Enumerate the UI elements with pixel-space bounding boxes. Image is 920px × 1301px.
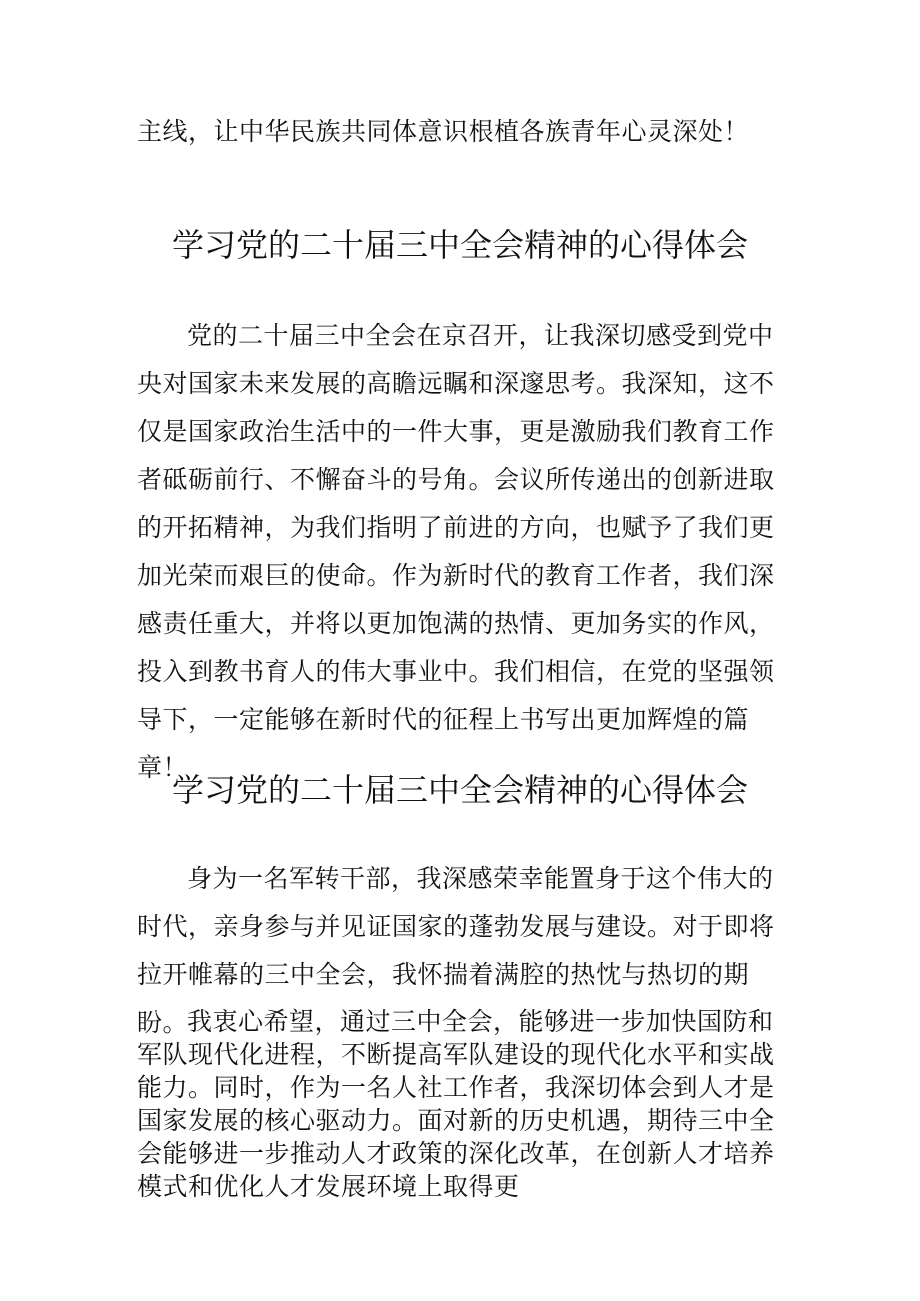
section-2-paragraph-2: 我衷心希望，通过三中全会，能够进一步加快国防和军队现代化进程，不断提高军队建设的现代化水平和实战能力。同时，作为一名人社工作者，我深切体会到人才是国家发展的核心驱动力。面对新的历史机遇，期待三中全会能够进一步推动人才政策的深化改革，在创新人才培养模式和优化人才发展环境上取得更 [137,1007,775,1201]
section-1-paragraph: 党的二十届三中全会在京召开，让我深切感受到党中央对国家未来发展的高瞻远瞩和深邃思考。我深知，这不仅是国家政治生活中的一件大事，更是激励我们教育工作者砥砺前行、不懈奋斗的号角。会议所传递出的创新进取的开拓精神，为我们指明了前进的方向，也赋予了我们更加光荣而艰巨的使命。作为新时代的教育工作者，我们深感责任重大，并将以更加饱满的热情、更加务实的作风，投入到教书育人的伟大事业中。我们相信，在党的坚强领导下，一定能够在新时代的征程上书写出更加辉煌的篇章！ [137,321,775,782]
opening-line: 主线，让中华民族共同体意识根植各族青年心灵深处！ [137,117,750,146]
section-title-1: 学习党的二十届三中全会精神的心得体会 [171,226,748,264]
section-2-paragraph-1: 身为一名军转干部，我深感荣幸能置身于这个伟大的时代，亲身参与并见证国家的蓬勃发展与建设。对于即将拉开帷幕的三中全会，我怀揣着满腔的热忱与热切的期盼。 [137,864,775,1037]
section-title-2: 学习党的二十届三中全会精神的心得体会 [171,771,748,809]
